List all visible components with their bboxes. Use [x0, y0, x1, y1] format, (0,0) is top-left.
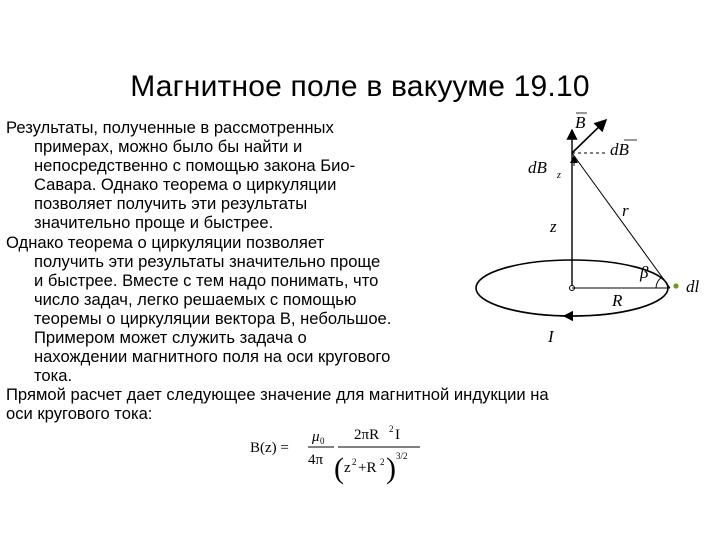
text-line: нахождении магнитного поля на оси кругового — [34, 347, 391, 367]
text-line: оси кругового тока: — [6, 404, 153, 424]
paren-right: ) — [386, 452, 396, 485]
text-line: примерах, можно было бы найти и — [34, 137, 303, 157]
formula-num-tail: I — [395, 427, 400, 443]
label-dl: dl — [686, 277, 700, 296]
text-line: значительно проще и быстрее. — [34, 213, 274, 233]
formula-four-pi: 4π — [308, 452, 324, 468]
text-line: Прямой расчет дает следующее значение для магнитной индукции на — [6, 385, 549, 405]
text-line: получить эти результаты значительно проще — [34, 251, 381, 271]
paren-left: ( — [334, 452, 344, 485]
text-line: число задач, легко решаемых с помощью — [34, 289, 357, 309]
text-line: Савара. Однако теорема о циркуляции — [34, 175, 337, 195]
label-z: z — [550, 217, 557, 236]
label-dBz-sub: z — [557, 170, 561, 181]
formula-lhs: B(z) = — [250, 440, 289, 456]
label-dB: dB — [610, 140, 629, 159]
label-R: R — [612, 291, 623, 310]
slide-title: Магнитное поле в вакууме 19.10 — [130, 70, 590, 103]
beta-angle — [656, 277, 662, 288]
text-line: теоремы о циркуляции вектора В, небольшое. — [34, 308, 392, 328]
biot-savart-formula — [250, 422, 440, 490]
label-B: B — [575, 113, 586, 132]
circular-current-diagram — [460, 108, 710, 348]
formula-den-z-sup: 2 — [352, 457, 357, 467]
text-line: тока. — [34, 366, 73, 386]
dl-element — [673, 283, 678, 288]
text-line: Результаты, полученные в рассмотренных — [6, 118, 334, 137]
formula-mu-sub: 0 — [320, 436, 325, 446]
paragraph-3 — [6, 385, 549, 423]
r-line — [572, 153, 670, 288]
text-line: непосредственно с помощью закона Био- — [34, 156, 356, 176]
formula-numerator: 2πR — [354, 427, 380, 443]
formula-mu: μ — [312, 429, 320, 445]
formula-den-exp: 3/2 — [396, 451, 408, 461]
label-beta: β — [640, 263, 649, 282]
formula-den-plus-r: +R — [358, 460, 377, 476]
text-line: и быстрее. Вместе с тем надо понимать, что — [34, 270, 379, 290]
formula-den-r-sup: 2 — [380, 457, 385, 467]
label-dBz: dB — [528, 158, 547, 177]
label-I: I — [548, 327, 554, 346]
text-line: Однако теорема о циркуляции позволяет — [6, 232, 325, 252]
formula-den-z: z — [344, 460, 351, 476]
formula-num-sup: 2 — [389, 424, 394, 434]
label-r: r — [622, 201, 629, 220]
text-line: Примером может служить задача о — [34, 328, 307, 348]
text-line: позволяет получить эти результаты — [34, 194, 308, 214]
